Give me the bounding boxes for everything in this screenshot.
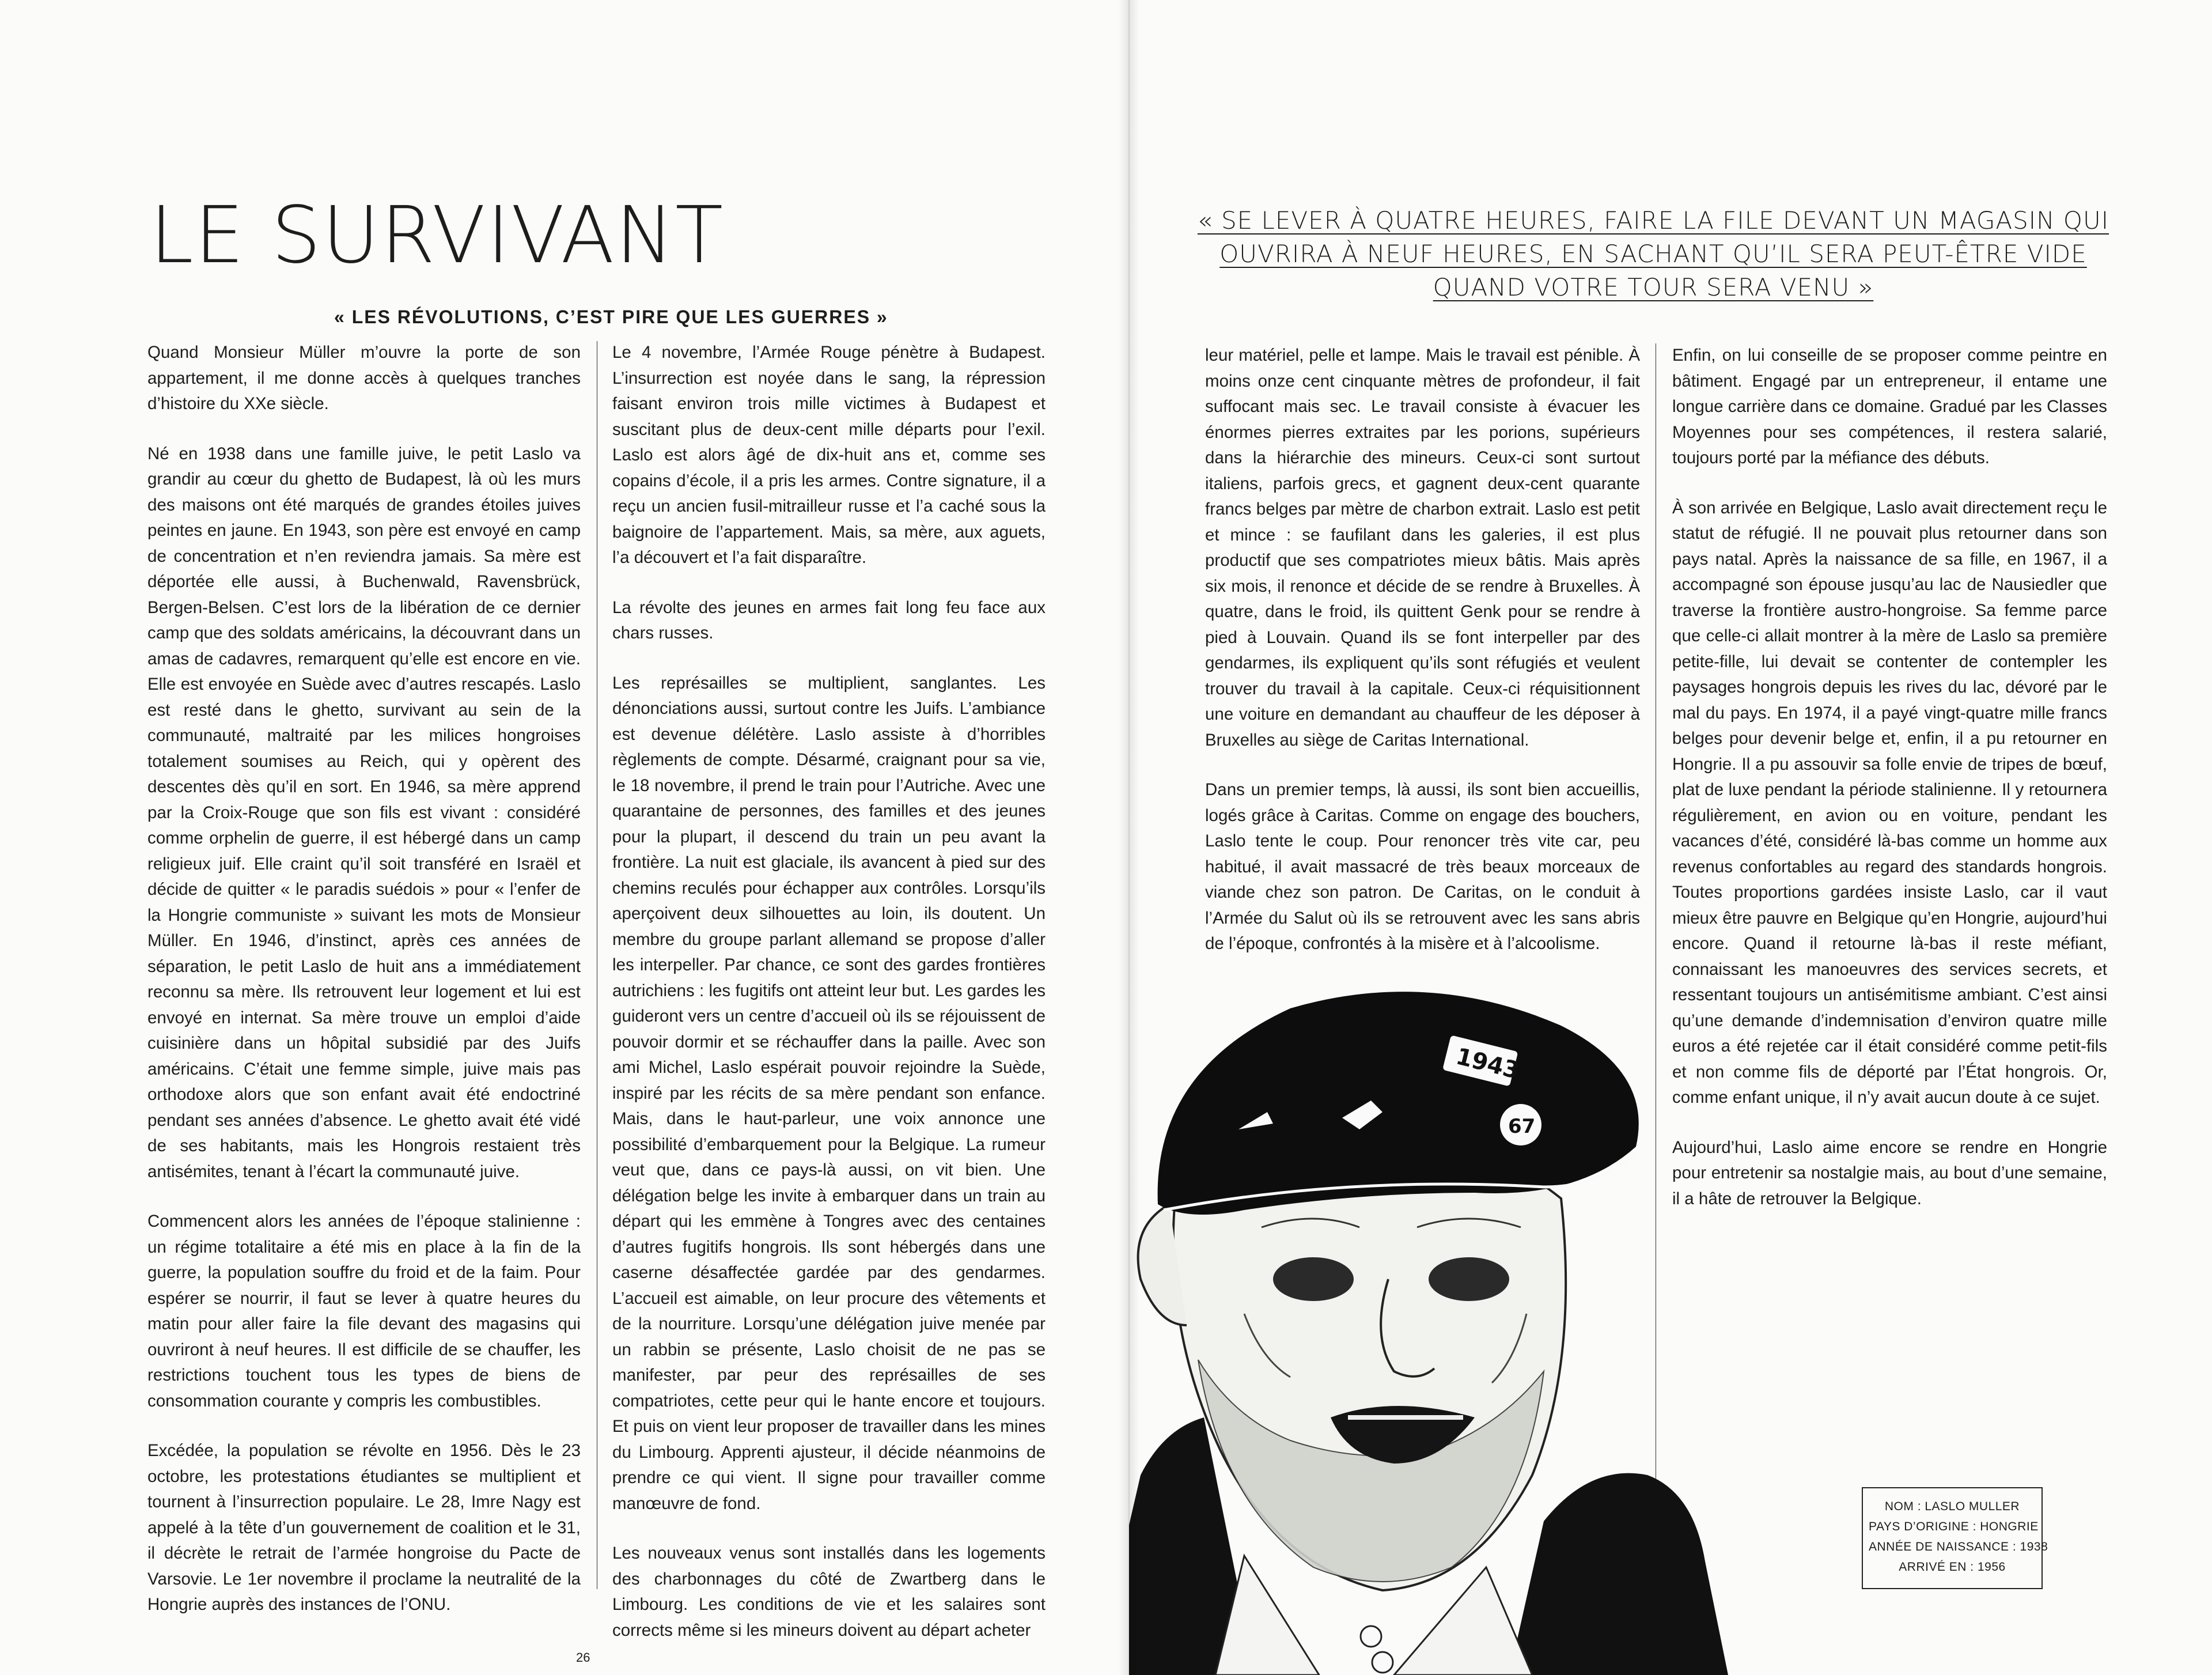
paragraph: Aujourd’hui, Laslo aime encore se rendre en Hongrie pour entretenir sa nostalgie mais, au bout d’une semaine, il a hâte de retrouver la Belgique. <box>1672 1137 2107 1208</box>
pull-quote-line: OUVRIRA À NEUF HEURES, EN SACHANT QU’IL SERA PEUT-ÊTRE VIDE <box>1219 240 2087 268</box>
article-subtitle: « LES RÉVOLUTIONS, C’EST PIRE QUE LES GUERRES » <box>334 307 888 327</box>
pull-quote <box>1187 204 2120 304</box>
paragraph: Les représailles se multiplient, sanglantes. Les dénonciations aussi, surtout contre les Juifs. L’ambiance est devenue délétère. Laslo assiste à d’horribles règlements de compte. Désarmé, craignant pour sa vie, le 18 novembre, il prend le train pour l’Autriche. Avec une quarantaine de personnes, des familles et des jeunes pour la plupart, il descend du train un peu avant la frontière. La nuit est glaciale, ils avancent à pied sur des chemins reculés pour échapper aux contrôles. Lorsqu’ils aperçoivent deux silhouettes au loin, ils doutent. Un membre du groupe parlant allemand se propose d’aller les interpeller. Par chance, ce sont des gardes frontières autrichiens : les fugitifs ont atteint leur but. Les gardes les guideront vers un centre d’accueil où ils se réjouissent de pouvoir dormir et se réchauffer dans la paille. Avec son ami Michel, Laslo espérait pouvoir rejoindre la Suède, inspiré par les récits de sa mère pendant son enfance. Mais, dans le haut-parleur, une voix annonce une possibilité d’embarquement pour la Belgique. La rumeur veut que, dans ce pays-là aussi, on vit bien. Une délégation belge les invite à embarquer dans un train au départ qui les emmène à Tongres avec des centaines d’autres fugitifs hongrois. Ils sont hébergés dans une caserne désaffectée gardée par des gendarmes. L’accueil est aimable, on leur procure des vêtements et de la nourriture. Lorsqu’une délégation juive menée par un rabbin se présente, Laslo choisit de ne pas se manifester, par peur des représailles de ses compatriotes, cette peur qui le hante encore et toujours. Et puis on vient leur proposer de travailler dans les mines du Limbourg. Apprenti ajusteur, il décide néanmoins de prendre ce qui vient. Il signe pour travailler comme manœuvre de fond. <box>612 673 1046 1513</box>
pull-quote-line: QUAND VOTRE TOUR SERA VENU » <box>1433 273 1874 301</box>
left-column-2 <box>612 340 1046 1668</box>
cap-pin-1943: 1943 <box>1453 1043 1522 1084</box>
paragraph: Dans un premier temps, là aussi, ils sont bien accueillis, logés grâce à Caritas. Comme on engage des bouchers, Laslo tente le coup. Pour renoncer très vite car, peu habitué, il avait massacré de très beaux morceaux de viande chez son patron. De Caritas, on le conduit à l’Armée du Salut où ils se retrouvent avec les sans abris de l’époque, confrontés à la misère et à l’alcoolisme. <box>1205 780 1640 953</box>
paragraph: Enfin, on lui conseille de se proposer comme peintre en bâtiment. Engagé par un entrepreneur, il entame une longue carrière dans ce domaine. Gradué par les Classes Moyennes pour ses compétences, il restera salarié, toujours porté par la méfiance des débuts. <box>1672 346 2107 467</box>
info-arrived: ARRIVÉ EN : 1956 <box>1899 1560 2006 1574</box>
paragraph: Le 4 novembre, l’Armée Rouge pénètre à Budapest. L’insurrection est noyée dans le sang, la répression faisant environ trois mille victimes à Budapest et suscitant plus de deux-cent mille départs pour l’exil. Laslo est alors âgé de dix-huit ans et, comme ses copains d’école, il a pris les armes. Contre signature, il a reçu un ancien fusil-mitrailleur russe et l’a caché sous la baignoire de l’appartement. Mais, sa mère, aux aguets, l’a découvert et l’a fait disparaître. <box>612 343 1046 567</box>
profile-info-box <box>1862 1487 2048 1589</box>
page-number: 26 <box>576 1650 590 1665</box>
paragraph: À son arrivée en Belgique, Laslo avait directement reçu le statut de réfugié. Il ne pouvait plus retourner dans son pays natal. Après la naissance de sa fille, en 1967, il a accompagné son épouse jusqu’au lac de Nausiedler que traverse la frontière austro-hongroise. Sa femme parce que celle-ci allait montrer à la mère de Laslo sa première petite-fille, lui devait se contenter de contempler les paysages hongrois depuis les rives du lac, dévoré par le mal du pays. En 1974, il a payé vingt-quatre mille francs belges pour devenir belge et, enfin, il a pu retourner en Hongrie. Il a pu assouvir sa folle envie de tripes de bœuf, plat de luxe pendant la période stalinienne. Il y retournera régulièrement, en avion ou en voiture, pendant les vacances d’été, considéré là-bas comme un homme aux revenus confortables au regard des standards hongrois. Toutes proportions gardées insiste Laslo, car il vaut mieux être pauvre en Belgique qu’en Hongrie, aujourd’hui encore. Quand il retourne là-bas il reste méfiant, connaissant les manoeuvres des services secrets, et ressentant toujours un antisémitisme ambiant. C’est ainsi qu’une demande d’indemnisation d’environ quatre mille euros a été rejetée car il était considéré comme petit-fils et non comme fils de déporté par l’État hongrois. Or, comme enfant unique, il n’y avait aucun doute à ce sujet. <box>1672 498 2107 1107</box>
right-page <box>1129 0 2212 1675</box>
info-country: PAYS D’ORIGINE : HONGRIE <box>1869 1520 2039 1533</box>
pull-quote-line: « SE LEVER À QUATRE HEURES, FAIRE LA FILE DEVANT UN MAGASIN QUI <box>1197 206 2109 235</box>
right-column-1 <box>1205 343 1640 981</box>
paragraph: La révolte des jeunes en armes fait long feu face aux chars russes. <box>612 598 1046 642</box>
info-name: NOM : LASLO MULLER <box>1884 1500 2020 1513</box>
paragraph: Excédée, la population se révolte en 1956. Dès le 23 octobre, les protestations étudiantes se multiplient et tournent à l’insurrection populaire. Le 28, Imre Nagy est appelé à la tête d’un gouvernement de coalition et le 31, il décrète le retrait de l’armée hongroise du Pacte de Varsovie. Le 1er novembre il proclame la neutralité de la Hongrie auprès des instances de l’ONU. <box>147 1441 581 1614</box>
cap-pin-67: 67 <box>1508 1115 1536 1138</box>
paragraph: Né en 1938 dans une famille juive, le petit Laslo va grandir au cœur du ghetto de Budapest, là où les murs des maisons ont été marqués de grandes étoiles juives peintes en jaune. En 1943, son père est envoyé en camp de concentration et n’en reviendra jamais. Sa mère est déportée elle aussi, à Buchenwald, Ravensbrück, Bergen-Belsen. C’est lors de la libération de ce dernier camp que des soldats américains, la découvrant dans un amas de cadavres, remarquent qu’elle est encore en vie. Elle est envoyée en Suède avec d’autres rescapés. Laslo est resté dans le ghetto, survivant au sein de la communauté, maltraité par les milices hongroises totalement soumises au Reich, qui y opèrent des descentes dès qu’il en sort. En 1946, sa mère apprend par la Croix-Rouge que son fils est vivant : considéré comme orphelin de guerre, il est hébergé dans un camp religieux juif. Elle craint qu’il soit transféré en Israël et décide de quitter « le paradis suédois » pour « l’enfer de la Hongrie communiste » suivant les mots de Monsieur Müller. En 1946, d’instinct, après ces années de séparation, le petit Laslo de huit ans a immédiatement reconnu sa mère. Ils retrouvent leur logement et lui est envoyé en internat. Sa mère trouve un emploi d’aide cuisinière dans un hôpital subsidié par des Juifs américains. C’était une femme simple, juive mais pas orthodoxe alors que son enfant avait été endoctriné pendant ses années d’absence. Le ghetto avait été vidé de ses habitants, mais les Hongrois restaient très antisémites, tenant à l’écart la communauté juive. <box>147 444 581 1181</box>
paragraph: Quand Monsieur Müller m’ouvre la porte de son appartement, il me donne accès à quelques tranches d’histoire du XXe siècle. <box>147 343 581 413</box>
paragraph: Commencent alors les années de l’époque stalinienne : un régime totalitaire a été mis en place à la fin de la guerre, la population souffre du froid et de la faim. Pour espérer se nourrir, il faut se lever à quatre heures du matin pour aller faire la file devant des magasins qui ouvriront à neuf heures. Il est difficile de se chauffer, les restrictions touchent tous les types de biens de consommation courante y compris les combustibles. <box>147 1212 581 1411</box>
book-spine-gutter <box>1119 0 1139 1675</box>
left-column-1 <box>147 340 581 1642</box>
paragraph: Les nouveaux venus sont installés dans les logements des charbonnages du côté de Zwartberg dans le Limbourg. Les conditions de vie et les salaires sont corrects même si les mineurs doivent au départ acheter <box>612 1544 1046 1640</box>
paragraph: leur matériel, pelle et lampe. Mais le travail est pénible. À moins onze cent cinquante mètres de profondeur, il fait suffocant mais sec. Le travail consiste à évacuer les énormes pierres extraites par les porions, supérieurs dans la hiérarchie des mineurs. Ceux-ci sont surtout italiens, parfois grecs, et gagnent deux-cent quarante francs belges par mètre de charbon extrait. Laslo est petit et mince : se faufilant dans les galeries, il est plus productif que ses compatriotes mieux bâtis. Mais après six mois, il renonce et décide de se rendre à Bruxelles. À quatre, dans le froid, ils quittent Genk pour se rendre à pied à Louvain. Quand ils se font interpeller par des gendarmes, ils expliquent qu’ils sont réfugiés et veulent trouver du travail à la capitale. Ceux-ci réquisitionnent une voiture en demandant au chauffeur de les déposer à Bruxelles au siège de Caritas International. <box>1205 346 1640 750</box>
portrait-illustration <box>1129 956 1843 1675</box>
article-title: LE SURVIVANT <box>150 190 725 281</box>
info-birth-year: ANNÉE DE NAISSANCE : 1938 <box>1869 1540 2048 1553</box>
